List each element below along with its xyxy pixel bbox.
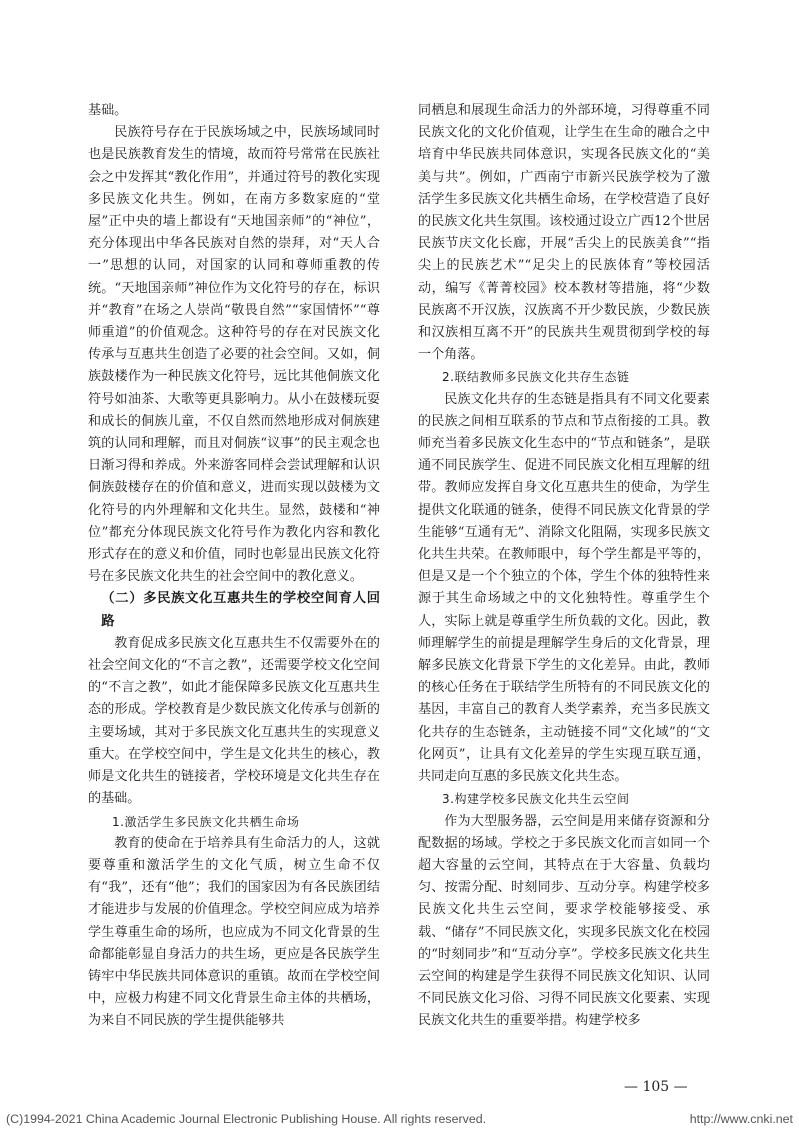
subsection-heading: 3.构建学校多民族文化共生云空间 [442,792,630,807]
section-heading: （二）多民族文化互惠共生的学校空间育人回路 [101,591,380,629]
paragraph: 民族文化共存的生态链是指具有不同文化要素的民族之间相互联系的节点和节点衔接的工具。教师充当着多民族文化生态中的“节点和链条”，是联通不同民族学生、促进不同民族文化相互理解的纽带。教师应发挥自身文化互惠共生的使命，为学生提供文化联通的链条，使得不同民族文化背景的学生能够“互通有无”、消除文化阻隔，实现多民族文化共生共荣。在教师眼中，每个学生都是平等的，但是又是一个个独立的个体，学生个体的独特性来源于其生命场域之中的文化独特性。尊重学生个人，实际上就是尊重学生所负载的文化。因此，教师理解学生的前提是理解学生身后的文化背景，理解多民族文化背景下学生的文化差异。由此，教师的核心任务在于联结学生所特有的不同民族文化的基因，丰富自己的教育人类学素养，充当多民族文化共存的生态链条，主动链接不同“文化域”的“文化网页”，让具有文化差异的学生实现互联互通，共同走向互惠的多民族文化共生态。 [418,391,710,785]
left-column [88,100,380,1033]
paragraph: 教育促成多民族文化互惠共生不仅需要外在的社会空间文化的“不言之教”，还需要学校文化空间的“不言之教”，如此才能保障多民族文化互惠共生态的形成。学校教育是少数民族文化传承与创新的主要场域，其对于多民族文化互惠共生的实现意义重大。在学校空间中，学生是文化共生的核心，教师是文化共生的链接者，学校环境是文化共生存在的基础。 [88,635,380,807]
footer-url[interactable]: http://www.cnki.net [689,1112,793,1126]
paragraph: 民族符号存在于民族场域之中，民族场域同时也是民族教育发生的情境，故而符号常常在民族社会之中发挥其“教化作用”，并通过符号的教化实现多民族文化共生。例如，在南方多数家庭的“堂屋”正中央的墙上都设有“天地国亲师”的“神位”，充分体现出中华各民族对自然的崇拜，对“天人合一”思想的认同，对国家的认同和尊师重教的传统。“天地国亲师”神位作为文化符号的存在，标识并“教育”在场之人崇尚“敬畏自然”“家国情怀”“尊师重道”的价值观念。这种符号的存在对民族文化传承与互惠共生创造了必要的社会空间。又如，侗族鼓楼作为一种民族文化符号，远比其他侗族文化符号如油茶、大歌等更具影响力。从小在鼓楼玩耍和成长的侗族儿童，不仅自然而然地形成对侗族建筑的认同和理解，而且对侗族“议事”的民主观念也日渐习得和养成。外来游客同样会尝试理解和认识侗族鼓楼存在的价值和意义，进而实现以鼓楼为文化符号的内外理解和文化共生。显然，鼓楼和“神位”都充分体现民族文化符号作为教化内容和教化形式存在的意义和价值，同时也彰显出民族文化符号在多民族文化共生的社会空间中的教化意义。 [88,125,380,585]
subsection-heading: 2.联结教师多民族文化共存生态链 [442,370,630,385]
copyright-notice: (C)1994-2021 China Academic Journal Electronic Publishing House. All rights reserved. [6,1112,487,1126]
paragraph: 作为大型服务器，云空间是用来储存资源和分配数据的场域。学校之于多民族文化而言如同一个超大容量的云空间，其特点在于大容量、负载均匀、按需分配、时刻同步、互动分享。构建学校多民族文化共生云空间，要求学校能够接受、承载、“储存”不同民族文化，实现多民族文化在校园的“时刻同步”和“互动分享”。学校多民族文化共生云空间的构建是学生获得不同民族文化知识、认同不同民族文化习俗、习得不同民族文化要素、实现民族文化共生的重要举措。构建学校多 [418,813,710,1029]
right-column [418,100,710,1033]
paragraph: 同栖息和展现生命活力的外部环境，习得尊重不同民族文化的文化价值观，让学生在生命的融合之中培育中华民族共同体意识，实现各民族文化的“美美与共”。例如，广西南宁市新兴民族学校为了激活学生多民族文化共栖生命场，在学校营造了良好的民族文化共生氛围。该校通过设立广西12个世居民族节庆文化长廊，开展“舌尖上的民族美食”“指尖上的民族艺术”“足尖上的民族体育”等校园活动，编写《菁菁校园》校本教材等措施，将“少数民族离不开汉族，汉族离不开少数民族，少数民族和汉族相互离不开”的民族共生观贯彻到学校的每一个角落。 [418,103,710,363]
paragraph: 基础。 [88,103,128,118]
footer [6,1112,793,1126]
page-number: — 105 — [624,1079,688,1095]
subsection-heading: 1.激活学生多民族文化共栖生命场 [112,814,300,829]
paragraph: 教育的使命在于培养具有生命活力的人，这就要尊重和激活学生的文化气质，树立生命不仅有“我”，还有“他”；我们的国家因为有各民族团结才能进步与发展的价值理念。学校空间应成为培养学生尊重生命的场所，也应成为不同文化背景的生命都能彰显自身活力的共生场，更应是各民族学生铸牢中华民族共同体意识的重镇。故而在学校空间中，应极力构建不同文化背景生命主体的共栖场，为来自不同民族的学生提供能够共 [88,835,380,1029]
